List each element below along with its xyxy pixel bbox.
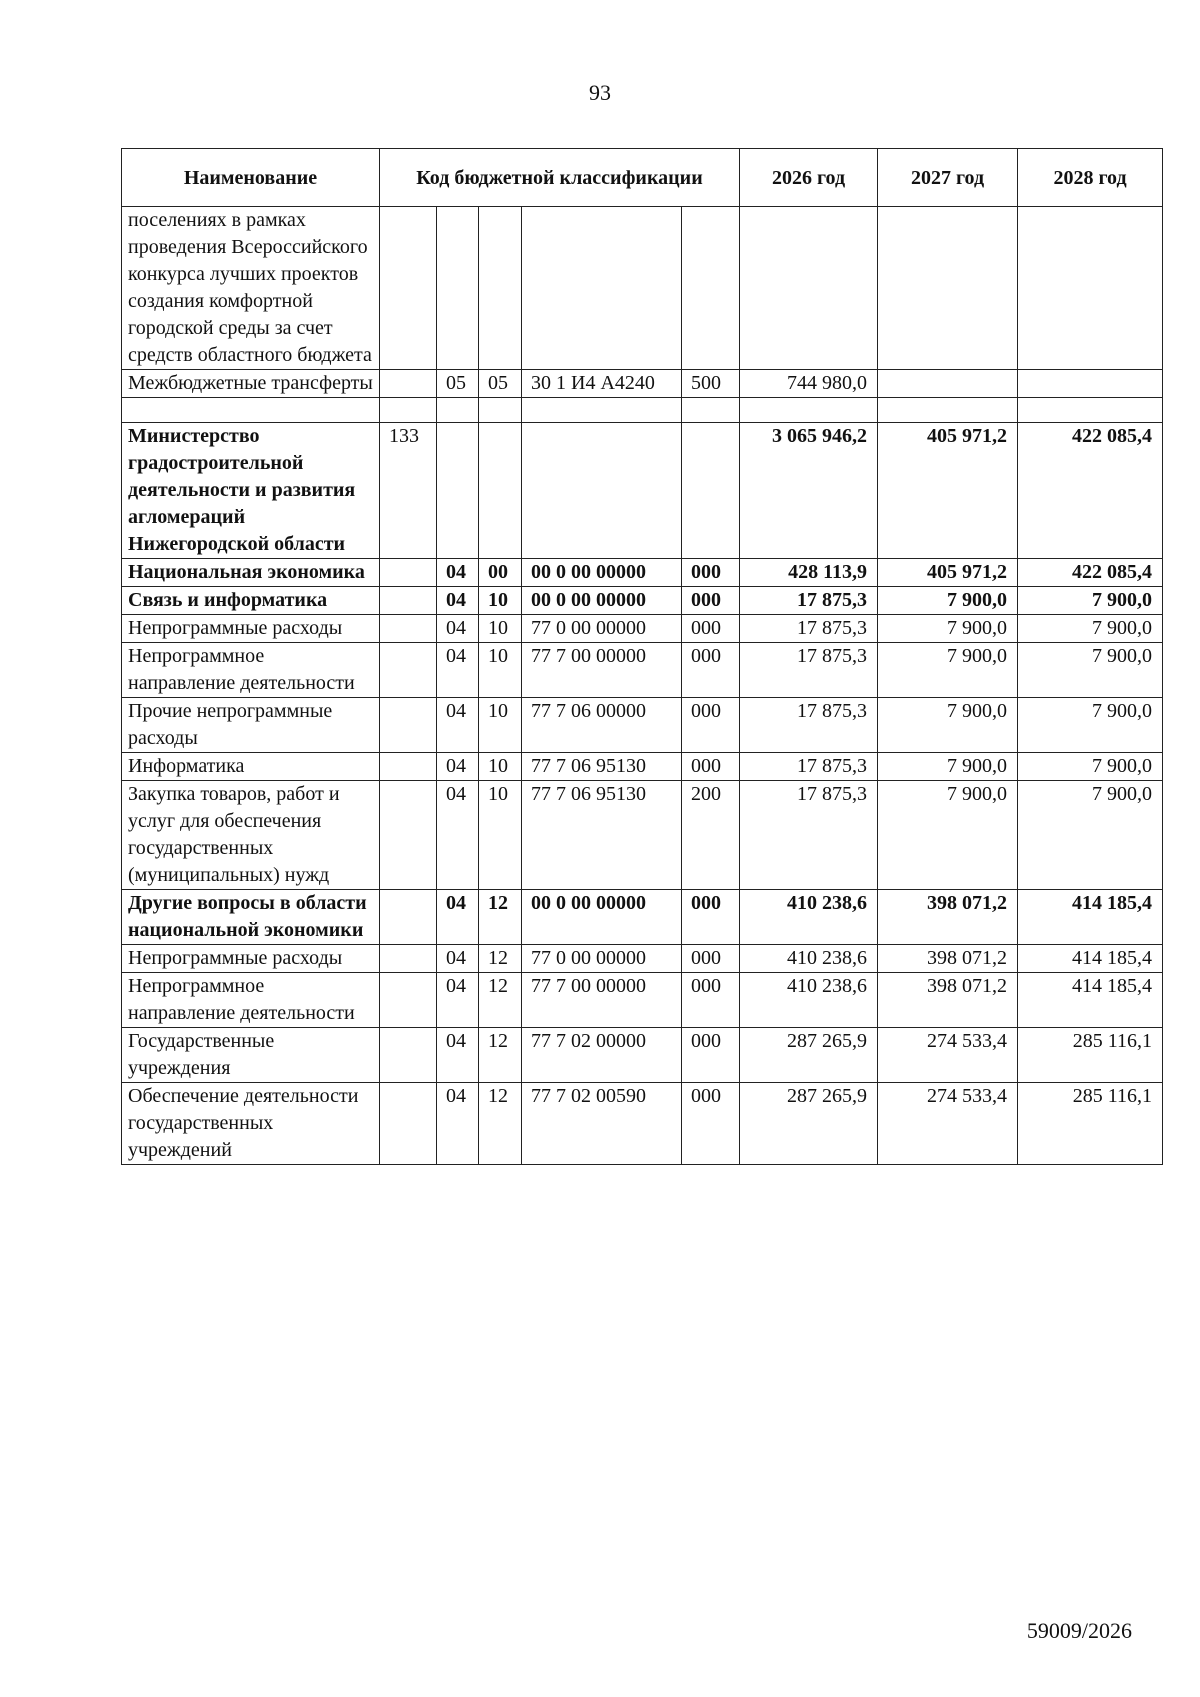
table-row <box>122 781 1163 890</box>
cell-value-2027: 7 900,0 <box>878 615 1018 643</box>
cell-value-2027: 7 900,0 <box>878 698 1018 753</box>
table-row <box>122 698 1163 753</box>
cell-value-2026: 17 875,3 <box>740 643 878 698</box>
cell-value-2026: 17 875,3 <box>740 698 878 753</box>
cell-name: Государственные учреждения <box>122 1028 380 1083</box>
cell-value-2028 <box>1018 207 1163 370</box>
cell-section-code: 04 <box>437 973 479 1028</box>
cell-value-2028: 422 085,4 <box>1018 559 1163 587</box>
cell-expense-type-code: 000 <box>682 559 740 587</box>
cell-expense-type-code: 000 <box>682 587 740 615</box>
table-row <box>122 643 1163 698</box>
table-row <box>122 973 1163 1028</box>
cell-target-code: 77 7 00 00000 <box>522 643 682 698</box>
cell-subsection-code: 10 <box>479 643 522 698</box>
cell-value-2028: 7 900,0 <box>1018 615 1163 643</box>
cell-subsection-code: 00 <box>479 559 522 587</box>
cell-expense-type-code: 000 <box>682 1083 740 1165</box>
page-number: 93 <box>589 80 611 105</box>
cell-expense-type-code: 200 <box>682 781 740 890</box>
table-row <box>122 753 1163 781</box>
cell-value-2026: 17 875,3 <box>740 615 878 643</box>
cell-target-code: 77 7 06 95130 <box>522 753 682 781</box>
cell-ministry-code <box>380 398 437 423</box>
cell-ministry-code: 133 <box>380 423 437 559</box>
cell-value-2028: 7 900,0 <box>1018 753 1163 781</box>
cell-value-2028: 422 085,4 <box>1018 423 1163 559</box>
cell-ministry-code <box>380 643 437 698</box>
cell-subsection-code <box>479 207 522 370</box>
cell-subsection-code: 12 <box>479 1028 522 1083</box>
cell-section-code: 04 <box>437 890 479 945</box>
cell-name: Информатика <box>122 753 380 781</box>
cell-name: Национальная экономика <box>122 559 380 587</box>
cell-value-2026 <box>740 207 878 370</box>
cell-section-code <box>437 423 479 559</box>
cell-value-2028: 7 900,0 <box>1018 587 1163 615</box>
cell-name: Обеспечение деятельности государственных учреждений <box>122 1083 380 1165</box>
cell-subsection-code: 12 <box>479 890 522 945</box>
cell-value-2028: 285 116,1 <box>1018 1083 1163 1165</box>
cell-subsection-code: 12 <box>479 945 522 973</box>
cell-target-code: 00 0 00 00000 <box>522 890 682 945</box>
cell-target-code: 77 7 02 00000 <box>522 1028 682 1083</box>
cell-subsection-code <box>479 423 522 559</box>
cell-value-2027: 7 900,0 <box>878 781 1018 890</box>
cell-name: Другие вопросы в области национальной экономики <box>122 890 380 945</box>
cell-section-code: 05 <box>437 370 479 398</box>
header-code: Код бюджетной классификации <box>380 149 740 207</box>
cell-section-code: 04 <box>437 643 479 698</box>
cell-name <box>122 398 380 423</box>
cell-value-2026: 17 875,3 <box>740 587 878 615</box>
cell-value-2028: 7 900,0 <box>1018 781 1163 890</box>
cell-section-code: 04 <box>437 559 479 587</box>
cell-subsection-code: 10 <box>479 587 522 615</box>
cell-value-2027: 398 071,2 <box>878 945 1018 973</box>
cell-ministry-code <box>380 698 437 753</box>
cell-subsection-code: 12 <box>479 1083 522 1165</box>
cell-value-2026: 17 875,3 <box>740 753 878 781</box>
cell-target-code: 77 7 06 00000 <box>522 698 682 753</box>
cell-target-code: 00 0 00 00000 <box>522 587 682 615</box>
cell-expense-type-code: 000 <box>682 945 740 973</box>
cell-subsection-code <box>479 398 522 423</box>
cell-ministry-code <box>380 781 437 890</box>
cell-ministry-code <box>380 1028 437 1083</box>
cell-section-code: 04 <box>437 615 479 643</box>
header-2027: 2027 год <box>878 149 1018 207</box>
table-row <box>122 1083 1163 1165</box>
cell-value-2028: 414 185,4 <box>1018 890 1163 945</box>
cell-subsection-code: 10 <box>479 698 522 753</box>
header-name: Наименование <box>122 149 380 207</box>
cell-value-2026: 410 238,6 <box>740 890 878 945</box>
cell-target-code: 77 7 06 95130 <box>522 781 682 890</box>
cell-value-2026: 287 265,9 <box>740 1028 878 1083</box>
cell-expense-type-code: 000 <box>682 890 740 945</box>
cell-section-code <box>437 207 479 370</box>
cell-value-2026: 744 980,0 <box>740 370 878 398</box>
cell-value-2027 <box>878 398 1018 423</box>
table-row <box>122 890 1163 945</box>
cell-ministry-code <box>380 753 437 781</box>
cell-value-2027 <box>878 207 1018 370</box>
cell-value-2028: 285 116,1 <box>1018 1028 1163 1083</box>
cell-section-code: 04 <box>437 587 479 615</box>
table-row <box>122 398 1163 423</box>
table-row <box>122 207 1163 370</box>
table-row <box>122 587 1163 615</box>
cell-value-2027 <box>878 370 1018 398</box>
table-row <box>122 370 1163 398</box>
cell-subsection-code: 12 <box>479 973 522 1028</box>
cell-subsection-code: 10 <box>479 615 522 643</box>
cell-ministry-code <box>380 615 437 643</box>
cell-expense-type-code <box>682 398 740 423</box>
cell-value-2027: 274 533,4 <box>878 1083 1018 1165</box>
cell-value-2026 <box>740 398 878 423</box>
cell-name: Непрограммные расходы <box>122 615 380 643</box>
cell-name: Прочие непрограммные расходы <box>122 698 380 753</box>
cell-value-2028: 7 900,0 <box>1018 643 1163 698</box>
cell-value-2027: 405 971,2 <box>878 559 1018 587</box>
cell-ministry-code <box>380 1083 437 1165</box>
cell-expense-type-code: 000 <box>682 1028 740 1083</box>
cell-ministry-code <box>380 945 437 973</box>
cell-value-2028 <box>1018 398 1163 423</box>
cell-target-code <box>522 423 682 559</box>
cell-value-2026: 17 875,3 <box>740 781 878 890</box>
cell-value-2026: 287 265,9 <box>740 1083 878 1165</box>
cell-value-2026: 428 113,9 <box>740 559 878 587</box>
cell-expense-type-code <box>682 207 740 370</box>
table-row <box>122 559 1163 587</box>
cell-expense-type-code: 000 <box>682 753 740 781</box>
table-row <box>122 615 1163 643</box>
cell-value-2027: 7 900,0 <box>878 753 1018 781</box>
cell-target-code: 77 0 00 00000 <box>522 945 682 973</box>
cell-value-2028 <box>1018 370 1163 398</box>
cell-ministry-code <box>380 559 437 587</box>
cell-ministry-code <box>380 890 437 945</box>
cell-ministry-code <box>380 973 437 1028</box>
cell-name: Закупка товаров, работ и услуг для обеспечения государственных (муниципальных) нужд <box>122 781 380 890</box>
header-2026: 2026 год <box>740 149 878 207</box>
cell-subsection-code: 10 <box>479 781 522 890</box>
table-row <box>122 1028 1163 1083</box>
cell-expense-type-code: 500 <box>682 370 740 398</box>
cell-value-2027: 405 971,2 <box>878 423 1018 559</box>
cell-ministry-code <box>380 207 437 370</box>
cell-section-code: 04 <box>437 781 479 890</box>
cell-expense-type-code <box>682 423 740 559</box>
cell-value-2026: 410 238,6 <box>740 945 878 973</box>
cell-value-2026: 3 065 946,2 <box>740 423 878 559</box>
cell-target-code <box>522 207 682 370</box>
cell-target-code: 30 1 И4 А4240 <box>522 370 682 398</box>
cell-section-code: 04 <box>437 1028 479 1083</box>
cell-name: Непрограммное направление деятельности <box>122 643 380 698</box>
cell-expense-type-code: 000 <box>682 698 740 753</box>
cell-target-code <box>522 398 682 423</box>
cell-section-code: 04 <box>437 1083 479 1165</box>
header-2028: 2028 год <box>1018 149 1163 207</box>
cell-value-2028: 414 185,4 <box>1018 973 1163 1028</box>
cell-value-2027: 7 900,0 <box>878 643 1018 698</box>
document-number: 59009/2026 <box>1026 1618 1132 1643</box>
cell-value-2026: 410 238,6 <box>740 973 878 1028</box>
cell-value-2027: 274 533,4 <box>878 1028 1018 1083</box>
cell-subsection-code: 05 <box>479 370 522 398</box>
cell-name: Межбюджетные трансферты <box>122 370 380 398</box>
cell-value-2027: 398 071,2 <box>878 890 1018 945</box>
cell-target-code: 77 7 00 00000 <box>522 973 682 1028</box>
cell-section-code: 04 <box>437 945 479 973</box>
cell-target-code: 77 7 02 00590 <box>522 1083 682 1165</box>
cell-name: Непрограммные расходы <box>122 945 380 973</box>
cell-expense-type-code: 000 <box>682 615 740 643</box>
cell-target-code: 00 0 00 00000 <box>522 559 682 587</box>
cell-ministry-code <box>380 587 437 615</box>
cell-name: Связь и информатика <box>122 587 380 615</box>
cell-name: Непрограммное направление деятельности <box>122 973 380 1028</box>
cell-section-code: 04 <box>437 753 479 781</box>
cell-name: поселениях в рамках проведения Всероссийского конкурса лучших проектов создания комфортной городской среды за счет средств областного бюджета <box>122 207 380 370</box>
cell-value-2028: 7 900,0 <box>1018 698 1163 753</box>
budget-table <box>121 148 1163 1165</box>
cell-ministry-code <box>380 370 437 398</box>
cell-value-2027: 7 900,0 <box>878 587 1018 615</box>
table-body <box>122 207 1163 1165</box>
table-header-row <box>122 149 1163 207</box>
table-row <box>122 945 1163 973</box>
cell-subsection-code: 10 <box>479 753 522 781</box>
cell-section-code: 04 <box>437 698 479 753</box>
cell-value-2028: 414 185,4 <box>1018 945 1163 973</box>
cell-value-2027: 398 071,2 <box>878 973 1018 1028</box>
cell-expense-type-code: 000 <box>682 643 740 698</box>
cell-target-code: 77 0 00 00000 <box>522 615 682 643</box>
table-row <box>122 423 1163 559</box>
cell-name: Министерство градостроительной деятельности и развития агломераций Нижегородской области <box>122 423 380 559</box>
cell-expense-type-code: 000 <box>682 973 740 1028</box>
cell-section-code <box>437 398 479 423</box>
